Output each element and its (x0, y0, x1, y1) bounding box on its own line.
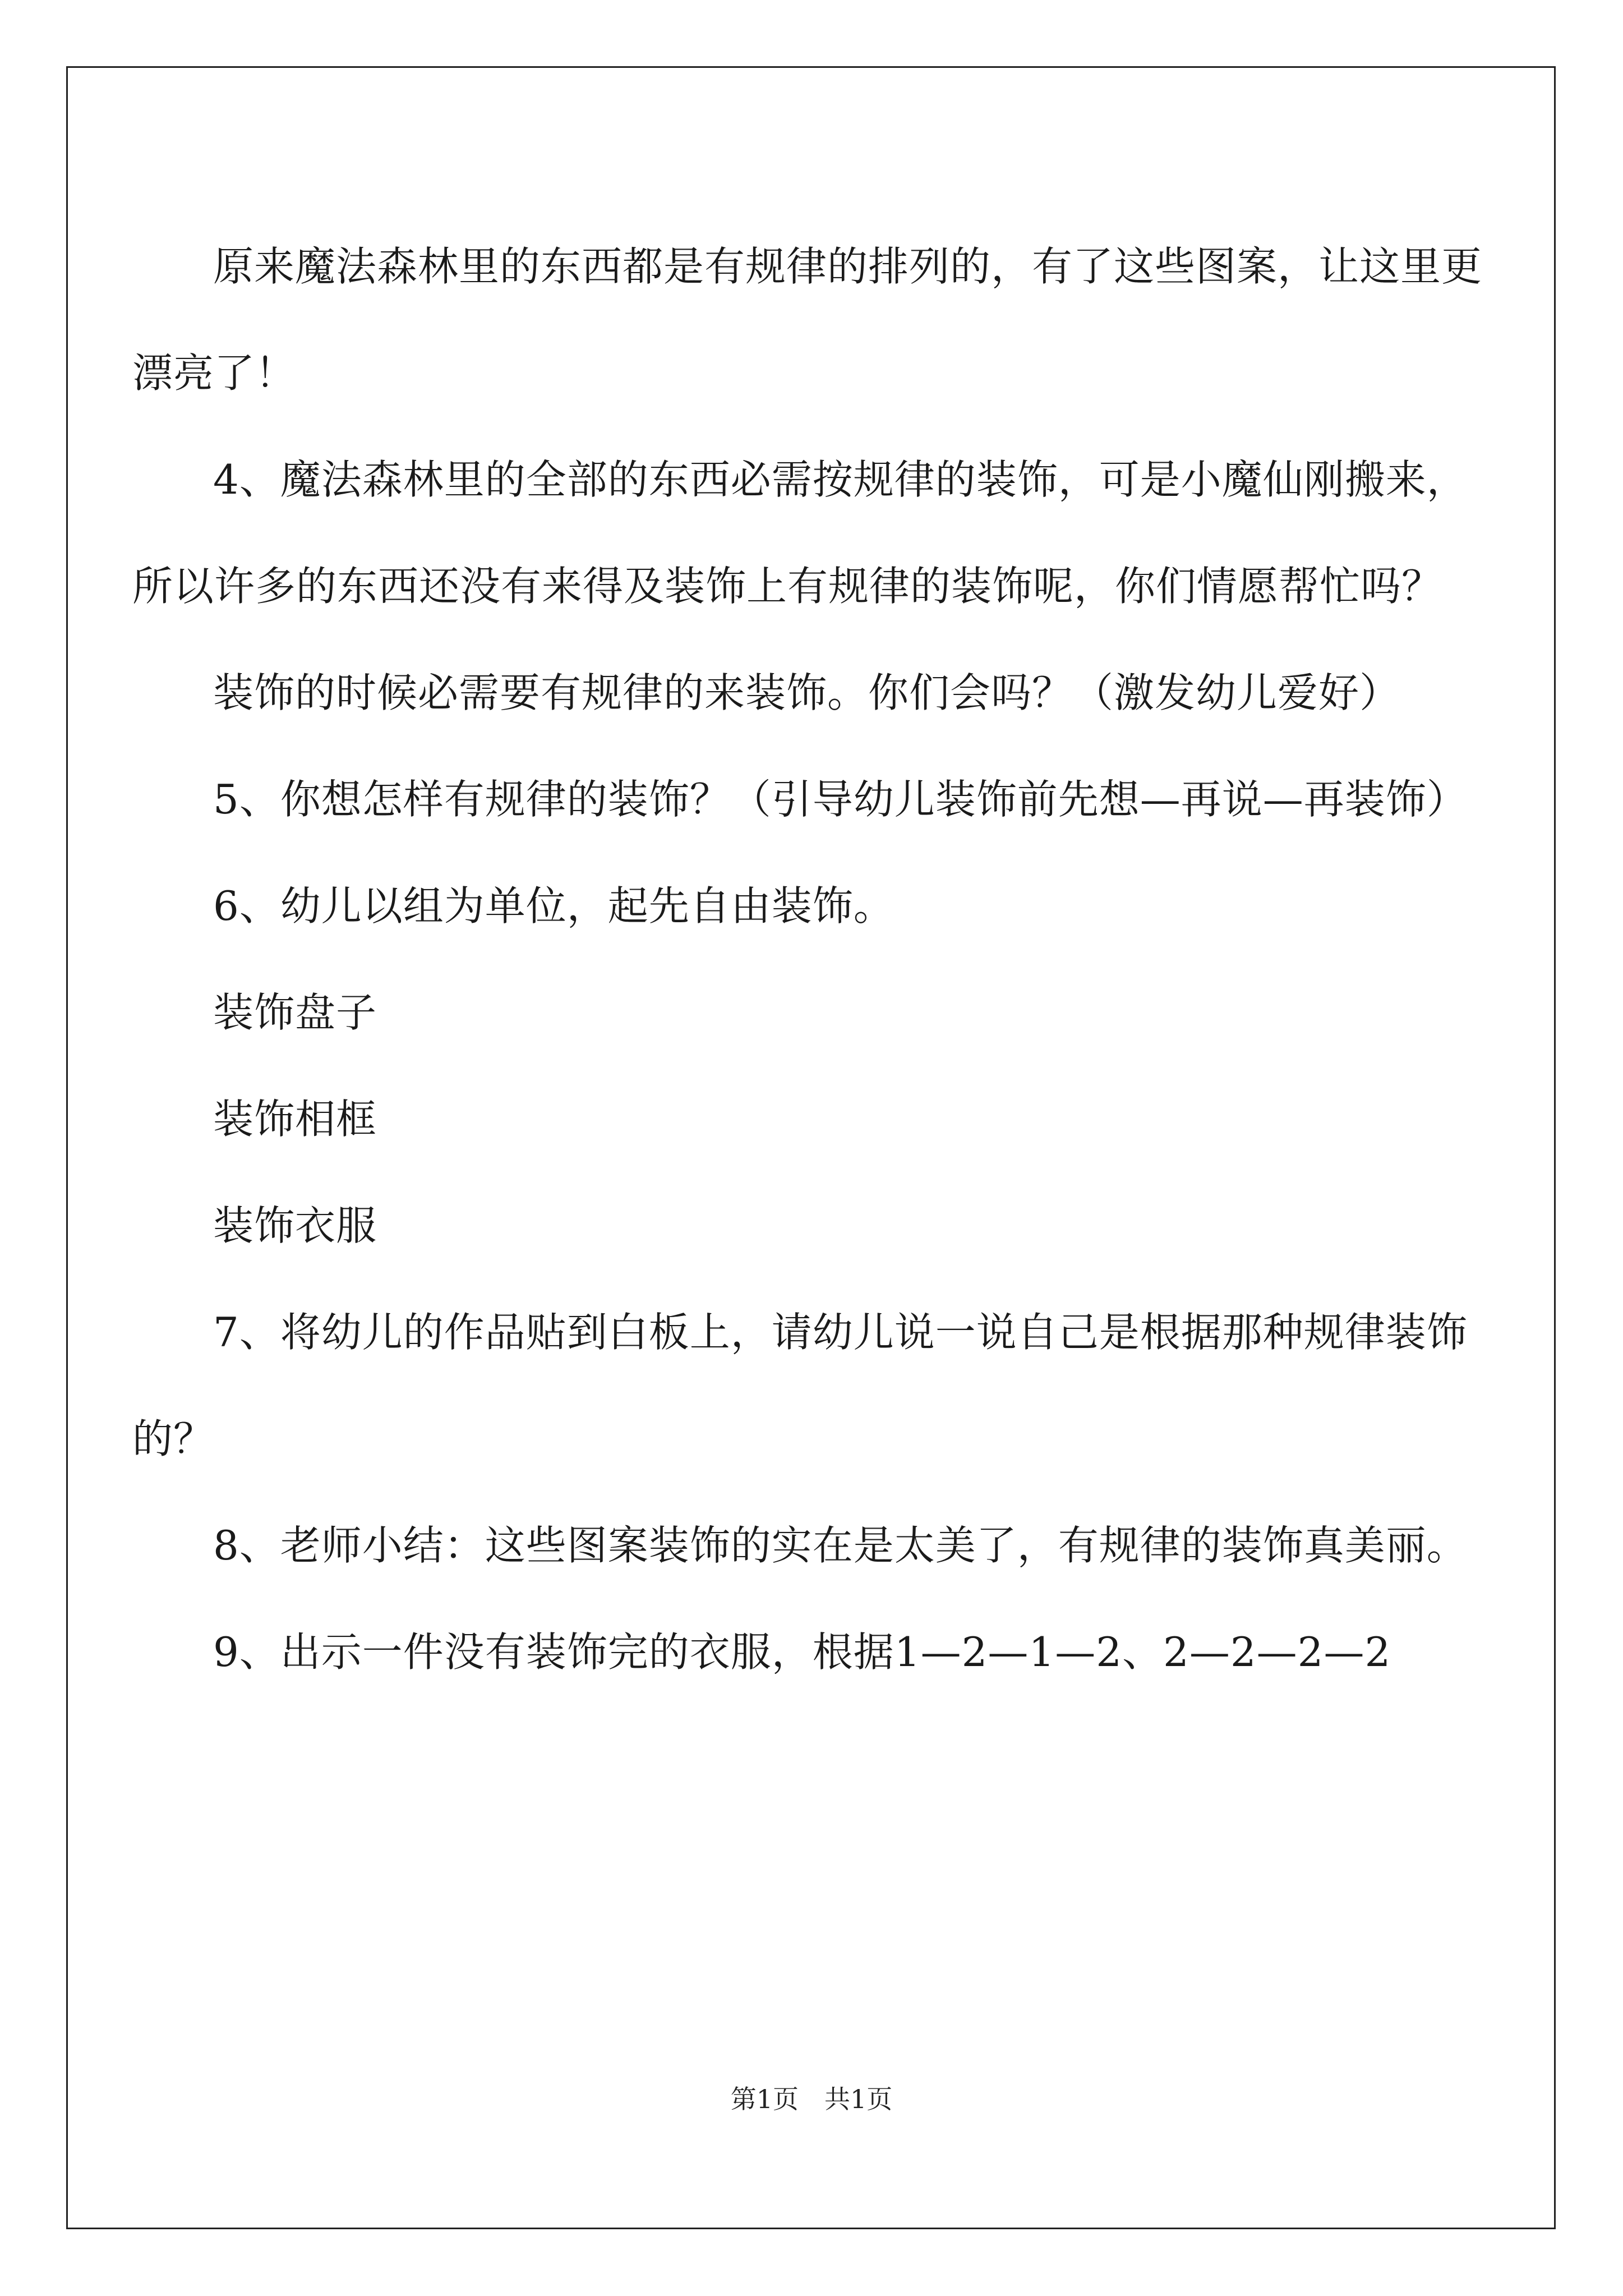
paragraph-decoration-rule: 装饰的时候必需要有规律的来装饰。你们会吗？（激发幼儿爱好） (213, 669, 1401, 716)
paragraph-step-4: 4、魔法森林里的全部的东西必需按规律的装饰，可是小魔仙刚搬来，所以许多的东西还没有来得及装饰上有规律的装饰呢，你们情愿帮忙吗？ (132, 456, 1468, 610)
paragraph-step-8: 8、老师小结：这些图案装饰的实在是太美了，有规律的装饰真美丽。 (213, 1522, 1468, 1569)
paragraph-step-6: 6、幼儿以组为单位，起先自由装饰。 (213, 882, 895, 930)
page-footer (0, 2082, 1623, 2116)
paragraph-step-7: 7、将幼儿的作品贴到白板上，请幼儿说一说自己是根据那种规律装饰的？ (132, 1309, 1468, 1462)
paragraph-intro: 原来魔法森林里的东西都是有规律的排列的，有了这些图案，让这里更漂亮了！ (132, 243, 1483, 397)
list-item-clothes: 装饰衣服 (213, 1202, 377, 1249)
paragraph-step-9: 9、出示一件没有装饰完的衣服，根据1—2—1—2、2—2—2—2 (213, 1628, 1391, 1676)
page-total: 共1页 (824, 2084, 893, 2114)
page-number: 第1页 (730, 2084, 799, 2114)
list-item-plates: 装饰盘子 (213, 989, 377, 1036)
document-body (132, 213, 1498, 1705)
paragraph-step-5: 5、你想怎样有规律的装饰？（引导幼儿装饰前先想—再说—再装饰） (213, 776, 1468, 823)
list-item-frames: 装饰相框 (213, 1096, 377, 1143)
